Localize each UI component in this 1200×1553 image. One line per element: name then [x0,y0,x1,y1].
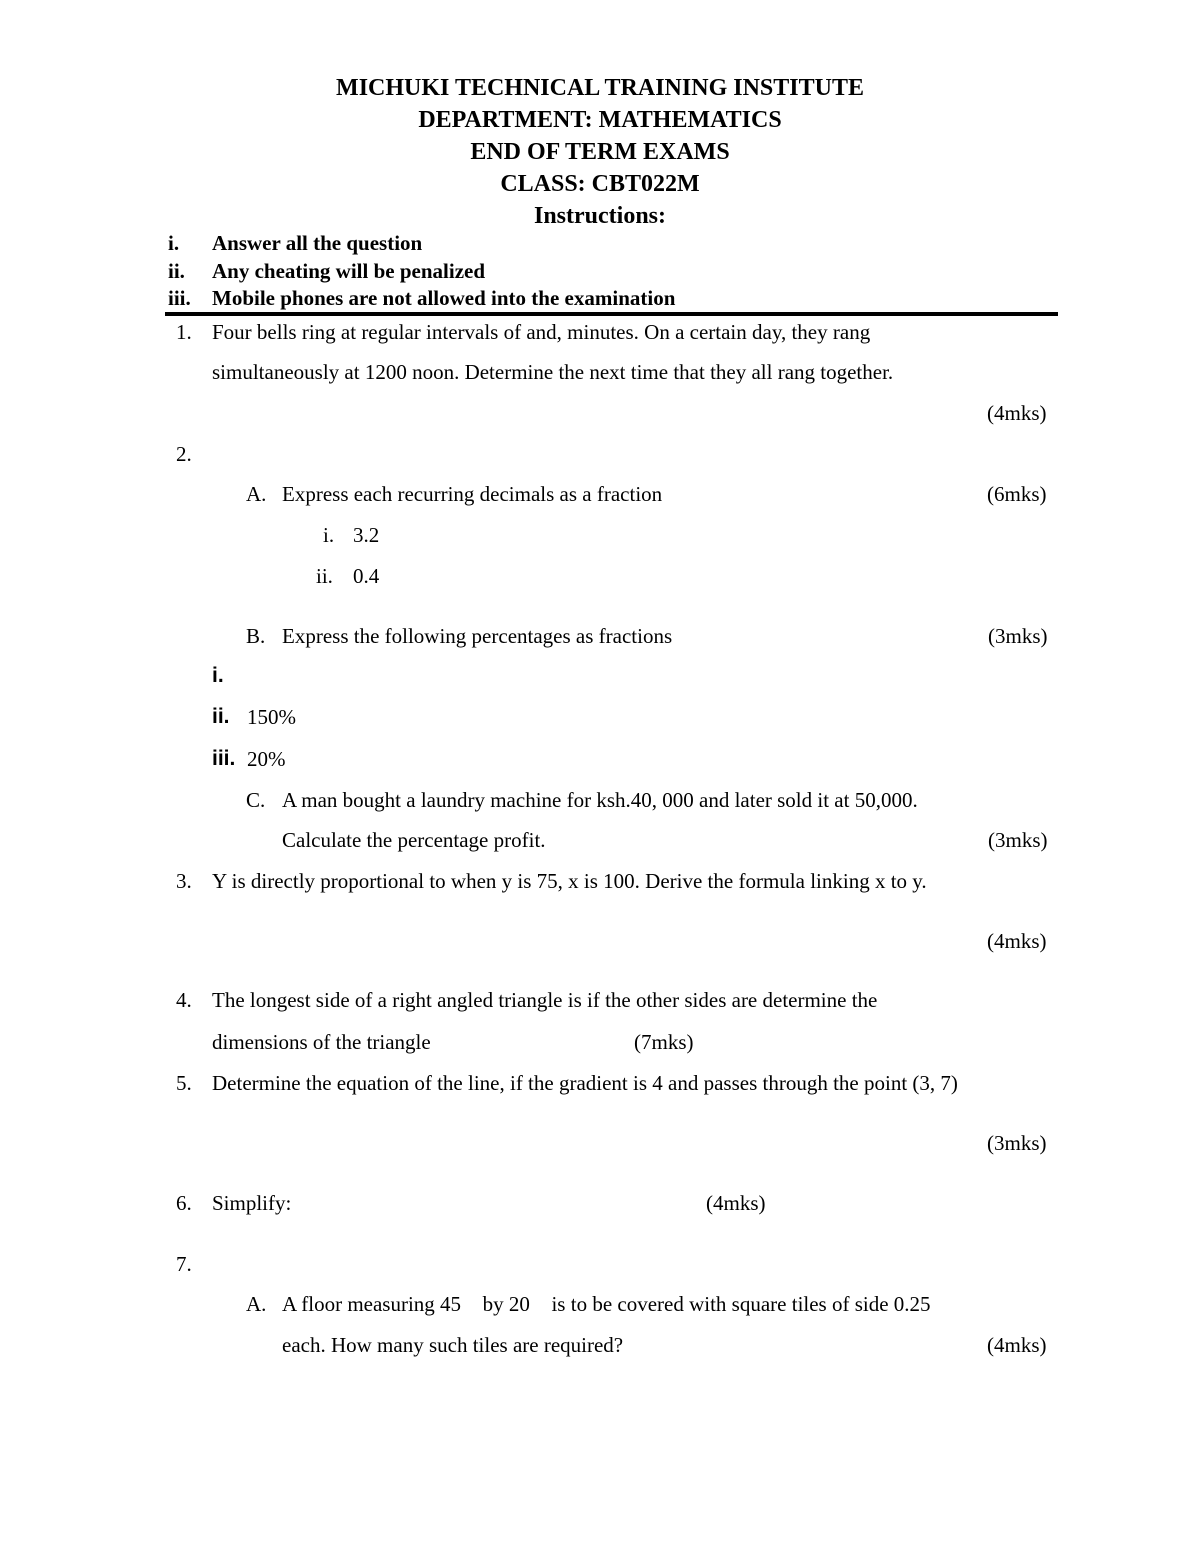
marks-label: (6mks) [987,482,1047,506]
item-num: iii. [212,747,236,770]
marks-label: (3mks) [988,624,1048,648]
question-text: simultaneously at 1200 noon. Determine the next time that they all rang together. [212,360,894,384]
marks-label: (3mks) [987,1131,1047,1155]
question-number: 1. [176,320,192,344]
marks-label: (4mks) [706,1191,766,1215]
question-number: 6. [176,1191,192,1215]
question-text: dimensions of the triangle [212,1030,431,1054]
question-text: Four bells ring at regular intervals of and, minutes. On a certain day, they rang [212,320,871,344]
subquestion-text: each. How many such tiles are required? [282,1333,624,1357]
question-text: Simplify: [212,1191,292,1215]
question-text: Y is directly proportional to when y is 75, x is 100. Derive the formula linking x to y. [212,869,927,893]
item-num: ii. [212,705,230,728]
question-number: 2. [176,442,192,466]
class-title: CLASS: CBT022M [500,171,700,197]
item-text: 0.4 [353,564,380,588]
instruction-num: iii. [168,286,191,310]
question-text: Determine the equation of the line, if the gradient is 4 and passes through the point (3, 7) [212,1071,958,1095]
subquestion-text: A man bought a laundry machine for ksh.40, 000 and later sold it at 50,000. [282,788,918,812]
item-text: 3.2 [353,523,380,547]
marks-label: (4mks) [987,929,1047,953]
instruction-num: i. [168,231,180,255]
department-title: DEPARTMENT: MATHEMATICS [418,107,782,133]
marks-label: (4mks) [987,401,1047,425]
subquestion-text: Calculate the percentage profit. [282,828,546,852]
subquestion-letter: B. [246,624,266,648]
item-num: ii. [316,564,333,588]
instruction-text: Mobile phones are not allowed into the examination [212,286,676,310]
question-number: 5. [176,1071,192,1095]
subquestion-text: A floor measuring 45 by 20 is to be covered with square tiles of side 0.25 [282,1292,898,1316]
subquestion-text: Express each recurring decimals as a fraction [282,482,663,506]
subquestion-letter: A. [246,482,267,506]
item-text: 150% [247,705,296,729]
institute-title: MICHUKI TECHNICAL TRAINING INSTITUTE [336,75,864,101]
exam-title: END OF TERM EXAMS [470,139,730,165]
question-number: 3. [176,869,192,893]
instruction-text: Any cheating will be penalized [212,259,486,283]
instruction-num: ii. [168,259,185,283]
instructions-title: Instructions: [533,203,666,229]
item-num: i. [323,523,335,547]
marks-label: (3mks) [988,828,1048,852]
header-divider [165,312,1058,316]
instruction-text: Answer all the question [212,231,423,255]
question-number: 4. [176,988,192,1012]
question-text: The longest side of a right angled triangle is if the other sides are determine the [212,988,878,1012]
marks-label: (7mks) [634,1030,694,1054]
question-number: 7. [176,1252,192,1276]
marks-label: (4mks) [987,1333,1047,1357]
subquestion-text: Express the following percentages as fractions [282,624,673,648]
item-num: i. [212,664,224,687]
subquestion-letter: C. [246,788,266,812]
item-text: 20% [247,747,286,771]
subquestion-letter: A. [246,1292,267,1316]
